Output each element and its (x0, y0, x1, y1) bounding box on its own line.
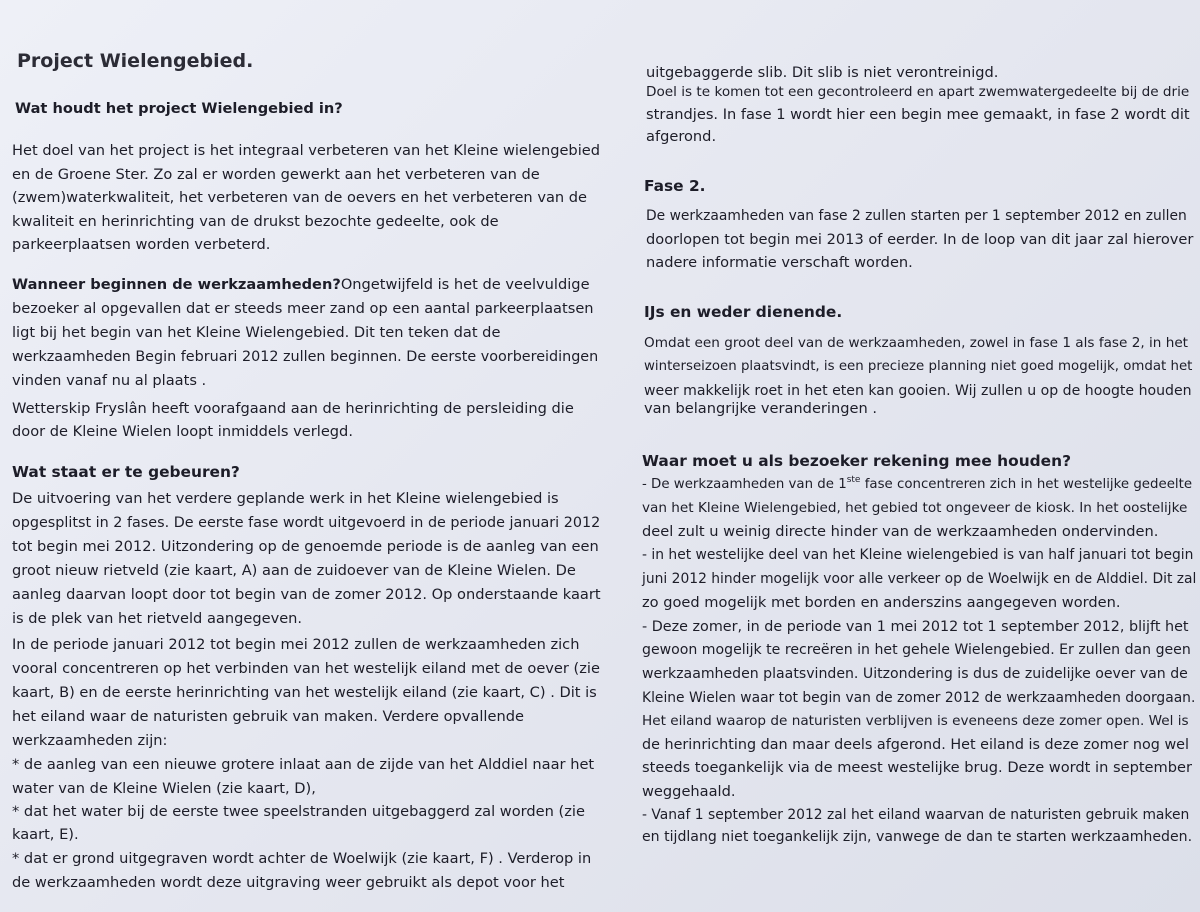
text-line: In de periode januari 2012 tot begin mei 2012 zullen de werkzaamheden zich (12, 636, 580, 653)
text-line: parkeerplaatsen worden verbeterd. (12, 236, 271, 253)
text-span: fase concentreren zich in het westelijke gedeelte (860, 477, 1193, 492)
section-heading: Wanneer beginnen de werkzaamheden? (12, 276, 341, 293)
text-line: Het eiland waarop de naturisten verblijven is eveneens deze zomer open. Wel is (642, 713, 1189, 729)
text-line: De werkzaamheden van fase 2 zullen starten per 1 september 2012 en zullen (646, 208, 1187, 224)
text-line: Het doel van het project is het integraal verbeteren van het Kleine wielengebied (12, 142, 600, 159)
text-line: door de Kleine Wielen loopt inmiddels verlegd. (12, 423, 353, 440)
text-line: Wetterskip Fryslân heeft voorafgaand aan de herinrichting de persleiding die (12, 400, 574, 417)
text-line: * de aanleg van een nieuwe grotere inlaat aan de zijde van het Alddiel naar het (12, 756, 595, 773)
text-line: het eiland waar de naturisten gebruik van maken. Verdere opvallende (12, 708, 524, 725)
text-line: uitgebaggerde slib. Dit slib is niet verontreinigd. (646, 64, 999, 81)
text-line: juni 2012 hinder mogelijk voor alle verkeer op de Woelwijk en de Alddiel. Dit zal (642, 571, 1197, 587)
text-line: doorlopen tot begin mei 2013 of eerder. In de loop van dit jaar zal hierover (646, 231, 1194, 248)
text-line: - Deze zomer, in de periode van 1 mei 2012 tot 1 september 2012, blijft het (642, 619, 1189, 635)
text-line: kaart, B) en de eerste herinrichting van het westelijk eiland (zie kaart, C) . Dit is (12, 684, 597, 701)
text-line: van belangrijke veranderingen . (644, 400, 878, 417)
text-line: kaart, E). (12, 826, 79, 843)
text-line: water van de Kleine Wielen (zie kaart, D), (12, 780, 316, 797)
text-line: * dat er grond uitgegraven wordt achter de Woelwijk (zie kaart, F) . Verderop in (12, 850, 592, 867)
page-subtitle: Wat houdt het project Wielengebied in? (15, 100, 343, 117)
section-heading: IJs en weder dienende. (644, 303, 843, 321)
text-line: afgerond. (646, 128, 717, 145)
superscript: ste (846, 475, 861, 485)
text-line: werkzaamheden plaatsvinden. Uitzondering is dus de zuidelijke oever van de (642, 666, 1188, 682)
text-line: de werkzaamheden wordt deze uitgraving weer gebruikt als depot voor het (12, 874, 565, 891)
text-line: Omdat een groot deel van de werkzaamheden, zowel in fase 1 als fase 2, in het (644, 335, 1189, 351)
text-line: tot begin mei 2012. Uitzondering op de genoemde periode is de aanleg van een (12, 538, 599, 555)
text-line: Doel is te komen tot een gecontroleerd en apart zwemwatergedeelte bij de drie (646, 84, 1190, 100)
text-line: bezoeker al opgevallen dat er steeds meer zand op een aantal parkeerplaatsen (12, 300, 594, 317)
text-line: winterseizoen plaatsvindt, is een precieze planning niet goed mogelijk, omdat het (644, 359, 1193, 374)
text-span: Ongetwijfeld is het de veelvuldige (340, 276, 590, 293)
text-line: nadere informatie verschaft worden. (646, 254, 913, 271)
text-line: deel zult u weinig directe hinder van de werkzaamheden ondervinden. (642, 523, 1159, 540)
text-line: en tijdlang niet toegankelijk zijn, vanwege de dan te starten werkzaamheden. (642, 829, 1193, 845)
page-title: Project Wielengebied. (17, 50, 254, 72)
text-line: aanleg daarvan loopt door tot begin van de zomer 2012. Op onderstaande kaart (12, 586, 601, 603)
text-line: vinden vanaf nu al plaats . (12, 372, 207, 389)
text-line: van het Kleine Wielengebied, het gebied tot ongeveer de kiosk. In het oostelijke (642, 500, 1188, 516)
section-heading: Wat staat er te gebeuren? (12, 463, 240, 481)
text-line: werkzaamheden zijn: (12, 732, 168, 749)
text-line: weggehaald. (642, 783, 736, 800)
text-line: en de Groene Ster. Zo zal er worden gewerkt aan het verbeteren van de (12, 166, 540, 183)
text-line: opgesplitst in 2 fases. De eerste fase wordt uitgevoerd in de periode januari 2012 (12, 515, 601, 531)
text-line: weer makkelijk roet in het eten kan gooien. Wij zullen u op de hoogte houden (644, 383, 1192, 399)
text-line: vooral concentreren op het verbinden van het westelijk eiland met de oever (zie (12, 660, 600, 677)
text-line (12, 276, 590, 294)
text-line: groot nieuw rietveld (zie kaart, A) aan de zuidoever van de Kleine Wielen. De (12, 562, 576, 579)
text-line: zo goed mogelijk met borden en anderszins aangegeven worden. (642, 594, 1121, 611)
text-line: - Vanaf 1 september 2012 zal het eiland waarvan de naturisten gebruik maken (642, 807, 1190, 823)
text-line: strandjes. In fase 1 wordt hier een begin mee gemaakt, in fase 2 wordt dit (646, 106, 1190, 123)
text-line: * dat het water bij de eerste twee speelstranden uitgebaggerd zal worden (zie (12, 803, 585, 820)
text-line: steeds toegankelijk via de meest westelijke brug. Deze wordt in september (642, 759, 1192, 776)
text-line: werkzaamheden Begin februari 2012 zullen beginnen. De eerste voorbereidingen (12, 349, 599, 365)
text-line (642, 476, 1192, 494)
section-heading: Fase 2. (644, 177, 706, 195)
text-line: kwaliteit en herinrichting van de drukst bezochte gedeelte, ook de (12, 213, 499, 230)
text-line: ligt bij het begin van het Kleine Wielengebied. Dit ten teken dat de (12, 324, 501, 341)
text-span: - De werkzaamheden van de 1 (642, 477, 847, 492)
text-line: De uitvoering van het verdere geplande werk in het Kleine wielengebied is (12, 490, 559, 507)
text-line: gewoon mogelijk te recreëren in het gehele Wielengebied. Er zullen dan geen (642, 642, 1191, 658)
text-line: Kleine Wielen waar tot begin van de zomer 2012 de werkzaamheden doorgaan. (642, 690, 1196, 706)
text-line: - in het westelijke deel van het Kleine wielengebied is van half januari tot begin (642, 547, 1194, 563)
text-line: (zwem)waterkwaliteit, het verbeteren van de oevers en het verbeteren van de (12, 189, 588, 206)
text-line: is de plek van het rietveld aangegeven. (12, 610, 303, 627)
section-heading: Waar moet u als bezoeker rekening mee houden? (642, 452, 1071, 470)
text-line: de herinrichting dan maar deels afgerond. Het eiland is deze zomer nog wel (642, 737, 1189, 753)
